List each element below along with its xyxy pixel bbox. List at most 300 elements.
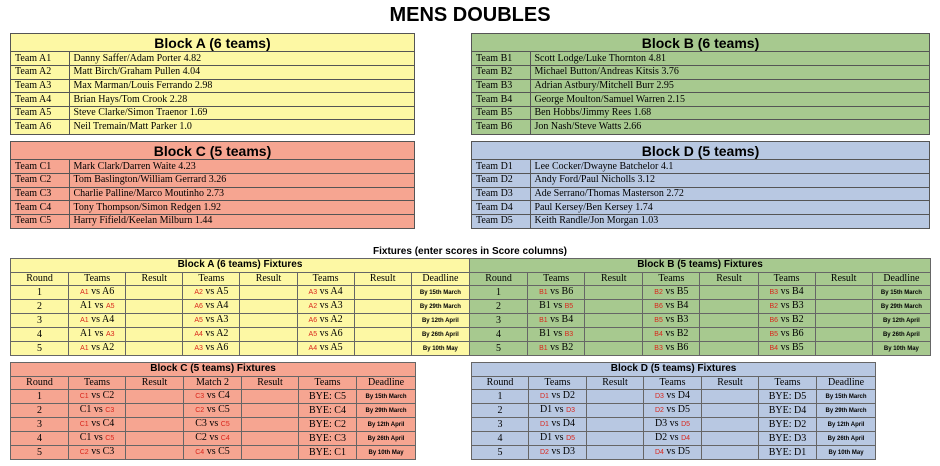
result-input[interactable]	[700, 300, 758, 314]
match-teams	[69, 328, 126, 342]
team-code-highlight: B2	[654, 289, 663, 297]
column-header: Teams	[183, 272, 240, 286]
team-code-highlight: A2	[308, 303, 318, 311]
deadline: By 26th April	[872, 328, 930, 342]
match-teams	[643, 342, 700, 356]
result-input[interactable]	[585, 342, 643, 356]
column-header: Match 2	[184, 376, 242, 390]
match-teams	[184, 418, 242, 432]
match-teams	[643, 300, 700, 314]
deadline: By 15th March	[357, 390, 416, 404]
team-code: Team D1	[472, 160, 530, 174]
deadline: By 10th May	[357, 446, 416, 460]
team-players: Brian Hays/Tom Crook 2.28	[69, 93, 414, 107]
match-teams	[297, 314, 354, 328]
result-input[interactable]	[240, 342, 297, 356]
team-row	[472, 187, 929, 201]
column-header: Deadline	[817, 376, 876, 390]
match-lead: D3 vs	[654, 418, 682, 430]
result-input[interactable]	[702, 418, 759, 432]
team-code-highlight: A1	[80, 317, 89, 325]
team-players: Charlie Palline/Marco Moutinho 2.73	[69, 187, 414, 201]
team-code-highlight: D5	[566, 435, 576, 443]
match-lead: C1 vs	[79, 432, 106, 444]
deadline: By 29th March	[817, 404, 876, 418]
fixture-row	[11, 314, 931, 328]
match-opponent: vs B6	[550, 286, 574, 298]
result-input[interactable]	[126, 432, 184, 446]
team-code-highlight: B2	[769, 303, 779, 311]
match-opponent: vs A2	[319, 314, 343, 326]
match-opponent: vs C2	[91, 390, 115, 402]
fixture-row	[472, 404, 876, 418]
result-input[interactable]	[585, 328, 643, 342]
result-input[interactable]	[354, 342, 411, 356]
bye-team: BYE: C3	[299, 432, 357, 446]
team-code-highlight: D1	[539, 393, 549, 401]
match-opponent: vs A2	[205, 328, 229, 340]
fixture-row	[472, 418, 876, 432]
round-number: 3	[11, 314, 69, 328]
result-input[interactable]	[242, 404, 299, 418]
team-code-highlight: A6	[194, 303, 203, 311]
team-row	[11, 79, 414, 93]
round-number: 2	[472, 404, 529, 418]
header-row	[11, 376, 416, 390]
round-number: 5	[11, 446, 69, 460]
block-d-teams	[471, 141, 930, 229]
match-opponent: vs A6	[91, 286, 115, 298]
team-code-highlight: D2	[539, 449, 549, 457]
match-teams	[69, 286, 126, 300]
deadline: By 10th May	[872, 342, 930, 356]
column-header: Round	[469, 272, 527, 286]
team-players: Michael Button/Andreas Kitsis 3.76	[530, 66, 929, 80]
team-code: Team D3	[472, 187, 530, 201]
round-number: 1	[11, 286, 69, 300]
page-title: MENS DOUBLES	[389, 4, 551, 26]
team-code-highlight: D4	[654, 449, 664, 457]
result-input[interactable]	[585, 314, 643, 328]
match-teams	[529, 418, 587, 432]
result-input[interactable]	[587, 446, 644, 460]
team-code-highlight: B6	[654, 303, 663, 311]
match-teams	[643, 314, 700, 328]
team-code-highlight: B3	[654, 345, 663, 353]
team-code: Team A1	[11, 52, 69, 66]
match-teams	[528, 286, 585, 300]
team-code: Team C3	[11, 187, 69, 201]
match-teams	[529, 446, 587, 460]
match-opponent: vs B5	[665, 286, 689, 298]
match-teams	[643, 286, 700, 300]
fixture-row	[11, 390, 416, 404]
result-input[interactable]	[585, 286, 643, 300]
result-input[interactable]	[815, 314, 872, 328]
deadline: By 26th April	[817, 432, 876, 446]
column-header: Teams	[297, 272, 354, 286]
result-input[interactable]	[702, 390, 759, 404]
match-teams	[297, 300, 354, 314]
team-players: Ade Serrano/Thomas Masterson 2.72	[530, 187, 929, 201]
column-header: Teams	[643, 272, 700, 286]
result-input[interactable]	[242, 390, 299, 404]
column-header: Teams	[529, 376, 587, 390]
result-input[interactable]	[354, 286, 411, 300]
result-input[interactable]	[126, 342, 183, 356]
match-opponent: vs B3	[780, 300, 804, 312]
team-code-highlight: C3	[105, 407, 115, 415]
match-teams	[758, 314, 815, 328]
team-players: George Moulton/Samuel Warren 2.15	[530, 93, 929, 107]
team-code-highlight: B5	[654, 317, 663, 325]
match-teams	[528, 328, 585, 342]
team-row	[472, 106, 929, 120]
match-lead: C1 vs	[79, 404, 106, 416]
deadline: By 15th March	[872, 286, 930, 300]
result-input[interactable]	[587, 390, 644, 404]
result-input[interactable]	[354, 328, 411, 342]
match-teams	[183, 300, 240, 314]
team-code: Team B2	[472, 66, 530, 80]
fixture-row	[472, 390, 876, 404]
team-code-highlight: B3	[769, 289, 779, 297]
bye-team: BYE: C2	[299, 418, 357, 432]
round-number: 4	[469, 328, 527, 342]
match-teams	[183, 328, 240, 342]
fixture-row	[11, 446, 416, 460]
team-row	[472, 93, 929, 107]
round-number: 3	[469, 314, 527, 328]
result-input[interactable]	[585, 300, 643, 314]
column-header: Result	[587, 376, 644, 390]
team-code: Team D2	[472, 174, 530, 188]
match-teams	[183, 342, 240, 356]
result-input[interactable]	[126, 418, 184, 432]
team-row	[11, 106, 414, 120]
result-input[interactable]	[240, 314, 297, 328]
round-number: 2	[11, 300, 69, 314]
team-row	[11, 66, 414, 80]
header-row	[11, 272, 931, 286]
team-players: Jon Nash/Steve Watts 2.66	[534, 121, 642, 133]
match-opponent: vs B4	[550, 314, 574, 326]
match-teams	[758, 300, 815, 314]
result-input[interactable]	[702, 404, 759, 418]
team-code-highlight: A3	[105, 331, 115, 339]
column-header: Deadline	[872, 272, 930, 286]
round-number: 1	[11, 390, 69, 404]
team-code-highlight: A2	[194, 289, 203, 297]
team-code: Team A2	[11, 66, 69, 80]
column-header: Round	[472, 376, 529, 390]
match-opponent: vs B4	[780, 286, 804, 298]
column-header: Teams	[759, 376, 817, 390]
fixture-row	[11, 286, 931, 300]
block-a-fixtures-title: Block A (6 teams) Fixtures	[11, 259, 470, 273]
team-row	[11, 52, 414, 66]
result-input[interactable]	[587, 432, 644, 446]
bye-team: BYE: C1	[299, 446, 357, 460]
result-input[interactable]	[815, 328, 872, 342]
team-code-highlight: C5	[105, 435, 115, 443]
match-teams	[69, 390, 126, 404]
result-input[interactable]	[702, 432, 759, 446]
team-row	[472, 201, 929, 215]
match-opponent: vs A5	[319, 342, 343, 354]
team-code-highlight: A4	[308, 345, 318, 353]
deadline: By 15th March	[817, 390, 876, 404]
match-teams	[644, 418, 702, 432]
block-d-title: Block D (5 teams)	[472, 142, 929, 160]
match-opponent: vs A4	[91, 314, 115, 326]
column-header: Teams	[528, 272, 585, 286]
match-opponent: vs B2	[780, 314, 804, 326]
column-header: Result	[585, 272, 643, 286]
bye-team: BYE: D1	[759, 446, 817, 460]
match-lead: D2 vs	[654, 432, 682, 444]
match-teams	[297, 286, 354, 300]
block-c-title: Block C (5 teams)	[11, 142, 414, 160]
deadline: By 29th March	[411, 300, 469, 314]
result-input[interactable]	[354, 314, 411, 328]
match-opponent: vs C4	[91, 418, 115, 430]
deadline: By 26th April	[411, 328, 469, 342]
deadline: By 29th March	[357, 404, 416, 418]
column-header: Teams	[644, 376, 702, 390]
team-players: Lee Cocker/Dwayne Batchelor 4.1	[530, 160, 929, 174]
team-code: Team B5	[472, 106, 530, 120]
team-players: Andy Ford/Paul Nicholls 3.12	[530, 174, 929, 188]
block-b-fixtures-title: Block B (5 teams) Fixtures	[469, 259, 930, 273]
column-header: Result	[815, 272, 872, 286]
fixture-row	[11, 328, 931, 342]
team-code-highlight: D4	[681, 435, 691, 443]
team-players: Keith Randle/Jon Morgan 1.03	[534, 215, 659, 227]
team-row	[472, 52, 929, 66]
team-code: Team A5	[11, 106, 69, 120]
result-input[interactable]	[815, 286, 872, 300]
result-input[interactable]	[242, 418, 299, 432]
match-lead: B1 vs	[539, 300, 565, 312]
result-input[interactable]	[240, 328, 297, 342]
block-a-title: Block A (6 teams)	[11, 34, 414, 52]
team-players: Max Marman/Louis Ferrando 2.98	[69, 79, 414, 93]
fixture-row	[11, 432, 416, 446]
round-number: 2	[11, 404, 69, 418]
match-opponent: vs D5	[666, 404, 691, 416]
round-number: 1	[469, 286, 527, 300]
result-input[interactable]	[815, 342, 872, 356]
match-lead: A1 vs	[79, 300, 106, 312]
result-input[interactable]	[702, 446, 759, 460]
team-code-highlight: C5	[220, 421, 230, 429]
match-teams	[529, 404, 587, 418]
team-code-highlight: B4	[654, 331, 663, 339]
team-code: Team B4	[472, 93, 530, 107]
match-teams	[183, 286, 240, 300]
result-input[interactable]	[240, 286, 297, 300]
match-teams	[183, 314, 240, 328]
match-teams	[69, 446, 126, 460]
team-row	[472, 174, 929, 188]
team-code-highlight: A1	[80, 345, 89, 353]
result-input[interactable]	[354, 300, 411, 314]
fixture-row	[11, 300, 931, 314]
fixture-row	[11, 404, 416, 418]
column-header: Deadline	[411, 272, 469, 286]
team-players: Tony Thompson/Simon Redgen 1.92	[69, 201, 414, 215]
match-opponent: vs A5	[205, 286, 229, 298]
match-teams	[644, 432, 702, 446]
team-row	[11, 174, 414, 188]
team-players: Danny Saffer/Adam Porter 4.82	[69, 52, 414, 66]
match-opponent: vs B6	[780, 328, 804, 340]
bye-team: BYE: D4	[759, 404, 817, 418]
result-input[interactable]	[242, 432, 299, 446]
match-opponent: vs D3	[551, 446, 576, 458]
bye-team: BYE: D5	[759, 390, 817, 404]
team-row	[472, 79, 929, 93]
match-opponent: vs A3	[319, 300, 343, 312]
team-row	[11, 187, 414, 201]
match-opponent: vs D4	[666, 390, 691, 402]
bye-team: BYE: D2	[759, 418, 817, 432]
match-opponent: vs B2	[550, 342, 574, 354]
team-code-highlight: B3	[564, 331, 574, 339]
team-code-highlight: C1	[79, 421, 89, 429]
header-row	[472, 376, 876, 390]
team-code-highlight: C3	[195, 393, 205, 401]
team-code-highlight: B6	[769, 317, 779, 325]
fixture-row	[11, 418, 416, 432]
fixture-row	[472, 446, 876, 460]
match-opponent: vs A3	[205, 314, 229, 326]
team-players: Matt Birch/Graham Pullen 4.04	[69, 66, 414, 80]
match-lead: D1 vs	[539, 404, 567, 416]
team-players: Adrian Astbury/Mitchell Burr 2.95	[530, 79, 929, 93]
match-teams	[758, 328, 815, 342]
deadline: By 15th March	[411, 286, 469, 300]
match-opponent: vs C4	[206, 390, 230, 402]
column-header: Teams	[299, 376, 357, 390]
team-code-highlight: B1	[539, 345, 548, 353]
team-code-highlight: A5	[105, 303, 115, 311]
team-code-highlight: D5	[681, 421, 691, 429]
result-input[interactable]	[587, 404, 644, 418]
result-input[interactable]	[700, 328, 758, 342]
match-teams	[644, 404, 702, 418]
team-players: Scott Lodge/Luke Thornton 4.81	[530, 52, 929, 66]
team-row	[472, 160, 929, 174]
team-code-highlight: A3	[308, 289, 318, 297]
block-b-title: Block B (6 teams)	[472, 34, 929, 52]
match-teams	[643, 328, 700, 342]
team-row	[472, 66, 929, 80]
team-code: Team C5	[11, 214, 69, 228]
match-lead: C3 vs	[195, 418, 221, 430]
match-teams	[69, 418, 126, 432]
result-input[interactable]	[126, 314, 183, 328]
match-teams	[644, 446, 702, 460]
fixtures-table-c	[10, 362, 416, 460]
match-teams	[529, 390, 587, 404]
deadline: By 12th April	[872, 314, 930, 328]
fixtures-heading: Fixtures (enter scores in Score columns)	[373, 246, 567, 257]
result-input[interactable]	[700, 286, 758, 300]
deadline: By 12th April	[817, 418, 876, 432]
team-code: Team B6	[472, 120, 530, 134]
match-teams	[528, 314, 585, 328]
column-header: Deadline	[357, 376, 416, 390]
result-input[interactable]	[587, 418, 644, 432]
match-teams	[758, 286, 815, 300]
match-teams	[69, 314, 126, 328]
team-code-highlight: A6	[308, 317, 318, 325]
result-input[interactable]	[700, 314, 758, 328]
result-input[interactable]	[126, 446, 184, 460]
team-players: Neil Tremain/Matt Parker 1.0	[73, 121, 192, 133]
deadline: By 26th April	[357, 432, 416, 446]
round-number: 5	[469, 342, 527, 356]
team-code-highlight: A5	[194, 317, 203, 325]
match-opponent: vs A6	[319, 328, 343, 340]
team-code-highlight: B5	[769, 331, 779, 339]
deadline: By 10th May	[817, 446, 876, 460]
match-opponent: vs B2	[665, 328, 689, 340]
result-input[interactable]	[240, 300, 297, 314]
team-row	[11, 93, 414, 107]
column-header: Round	[11, 272, 69, 286]
result-input[interactable]	[242, 446, 299, 460]
result-input[interactable]	[126, 300, 183, 314]
bye-team: BYE: C5	[299, 390, 357, 404]
result-input[interactable]	[126, 328, 183, 342]
match-teams	[69, 432, 126, 446]
column-header: Result	[700, 272, 758, 286]
team-code-highlight: A3	[194, 345, 203, 353]
match-lead: D1 vs	[539, 432, 567, 444]
column-header: Result	[354, 272, 411, 286]
team-code-highlight: D2	[654, 407, 664, 415]
match-opponent: vs C5	[206, 446, 230, 458]
team-players: Mark Clark/Darren Waite 4.23	[69, 160, 414, 174]
block-d-fixtures-title: Block D (5 teams) Fixtures	[472, 363, 876, 377]
result-input[interactable]	[126, 404, 184, 418]
team-code: Team D4	[472, 201, 530, 215]
team-code: Team B1	[472, 52, 530, 66]
team-row	[472, 120, 929, 134]
result-input[interactable]	[700, 342, 758, 356]
match-lead: A1 vs	[79, 328, 106, 340]
result-input[interactable]	[815, 300, 872, 314]
result-input[interactable]	[126, 390, 184, 404]
match-teams	[528, 342, 585, 356]
team-row	[11, 160, 414, 174]
team-code-highlight: C4	[220, 435, 230, 443]
team-code-highlight: A5	[308, 331, 318, 339]
match-opponent: vs C5	[206, 404, 230, 416]
column-header: Result	[126, 272, 183, 286]
match-opponent: vs B4	[665, 300, 689, 312]
match-lead: C2 vs	[195, 432, 221, 444]
match-teams	[297, 328, 354, 342]
match-lead: B1 vs	[539, 328, 565, 340]
match-teams	[529, 432, 587, 446]
round-number: 5	[472, 446, 529, 460]
team-code-highlight: D3	[654, 393, 664, 401]
result-input[interactable]	[126, 286, 183, 300]
